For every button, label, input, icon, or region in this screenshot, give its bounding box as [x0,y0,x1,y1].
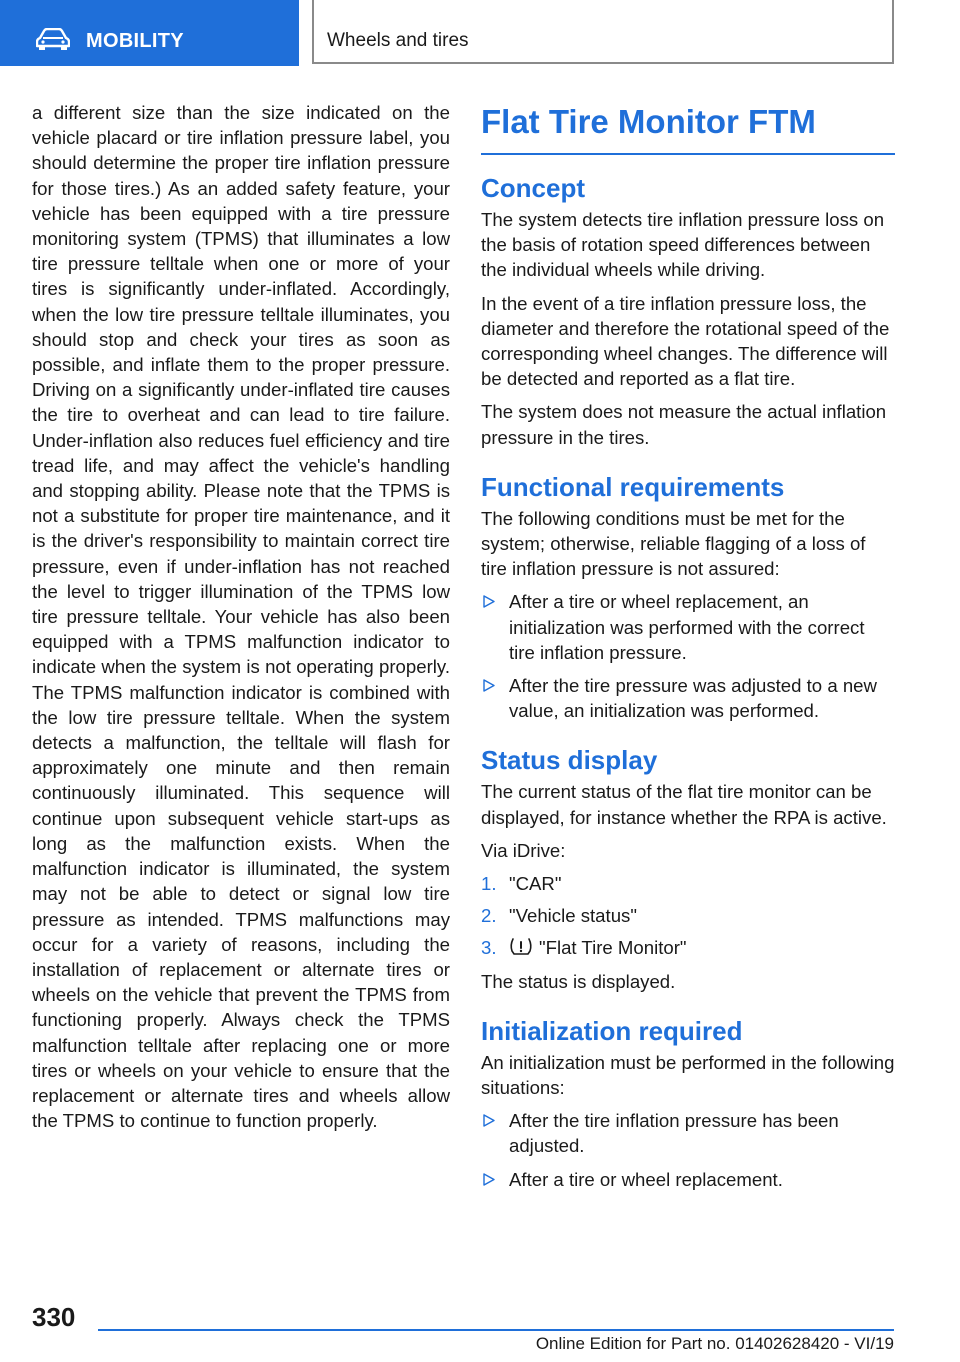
status-steps [481,871,895,961]
list-item-text: After the tire pressure was adjusted to a new value, an initialization was performed. [509,675,877,722]
list-item [481,589,895,665]
step-number: 3. [481,937,497,959]
list-item [481,1108,895,1158]
car-icon [36,28,70,50]
page-number: 330 [32,1302,76,1332]
triangle-bullet-icon [483,1114,495,1127]
list-item [481,1167,895,1192]
status-intro: The current status of the flat tire monitor can be displayed, for instance whether the RPA is active. [481,781,887,828]
section-tab[interactable] [0,0,299,66]
init-heading: Initialization required [481,1015,743,1046]
step-text: "Vehicle status" [509,905,637,927]
list-item-text: After the tire inflation pressure has been adjusted. [509,1110,839,1157]
step-text: "Flat Tire Monitor" [539,937,687,959]
section-title: Flat Tire Monitor FTM [481,100,895,155]
concept-heading: Concept [481,173,585,203]
step-text: "CAR" [509,873,562,895]
step-number: 2. [481,905,497,927]
list-item [481,871,895,896]
chapter-title-box [312,0,894,64]
chapter-title: Wheels and tires [327,30,469,51]
triangle-bullet-icon [483,679,495,692]
edition-note: Online Edition for Part no. 01402628420 - VI/19 [535,1334,894,1353]
list-item [481,903,895,928]
status-via: Via iDrive: [481,839,566,861]
concept-p2: In the event of a tire inflation pressure loss, the diameter and therefore the rotational speed of the corresponding wheel changes. The difference will be detected and reported as a flat tire. [481,292,890,390]
triangle-bullet-icon [483,595,495,608]
list-item [481,673,895,723]
list-item-text: After a tire or wheel replacement. [509,1168,783,1190]
tpms-paragraph: a different size than the size indicated on the vehicle placard or tire inflation pressure label, you should determine the proper tire inflation pressure for those tires.) As an added safety feature, your vehicle has been equipped with a tire pressure monitoring system (TPMS) that illuminates a low tire pressure telltale when one or more of your tires is significantly under-inflated. Accordingly, when the low tire pressure telltale illuminates, you should stop and check your tires as soon as possible, and inflate them to the proper pressure. Driving on a significantly under-inflated tire causes the tire to overheat and can lead to tire failure. Under-inflation also reduces fuel efficiency and tire tread life, and may affect the vehicle's handling and stopping ability. Please note that the TPMS is not a substitute for proper tire maintenance, and it is the driver's responsibility to maintain correct tire pressure, even if under-inflation has not reached the level to trigger illumination of the TPMS low tire pressure telltale. Your vehicle has also been equipped with a TPMS malfunction indicator to indicate when the system is not operating properly. The TPMS malfunction indicator is combined with the low tire pressure telltale. When the system detects a malfunction, the telltale will flash for approximately one minute and then remain continuously illuminated. This sequence will continue upon subsequent vehicle start-ups as long as the malfunction exists. When the malfunction indicator is illuminated, the system may not be able to detect or signal low tire pressure as intended. TPMS malfunctions may occur for a variety of reasons, including the installation of replacement or alternate tires or wheels on the vehicle that prevent the TPMS from functioning properly. Always check the TPMS malfunction telltale after replacing one or more tires or wheels on your vehicle to ensure that the replacement or alternate tires and wheels allow the TPMS to continue to function properly. [32,102,450,1132]
triangle-bullet-icon [483,1173,495,1186]
flat-tire-warning-icon [509,937,533,957]
status-result: The status is displayed. [481,970,676,992]
section-label: MOBILITY [86,30,184,52]
page-header [0,0,960,66]
functional-intro: The following conditions must be met for the system; otherwise, reliable flagging of a loss of tire inflation pressure is not assured: [481,507,866,580]
functional-list [481,589,895,723]
functional-heading: Functional requirements [481,471,785,502]
concept-p1: The system detects tire inflation pressure loss on the basis of rotation speed differences between the individual wheels while driving. [481,209,885,281]
concept-p3: The system does not measure the actual inflation pressure in the tires. [481,401,887,448]
list-item-text: After a tire or wheel replacement, an initialization was performed with the correct tire inflation pressure. [509,591,865,663]
footer-divider [98,1329,894,1331]
status-heading: Status display [481,745,658,776]
init-intro: An initialization must be performed in the following situations: [481,1051,895,1099]
step-number: 1. [481,873,497,895]
right-column [481,100,895,1200]
list-item [481,935,895,960]
init-list [481,1108,895,1192]
left-column [32,100,450,1133]
